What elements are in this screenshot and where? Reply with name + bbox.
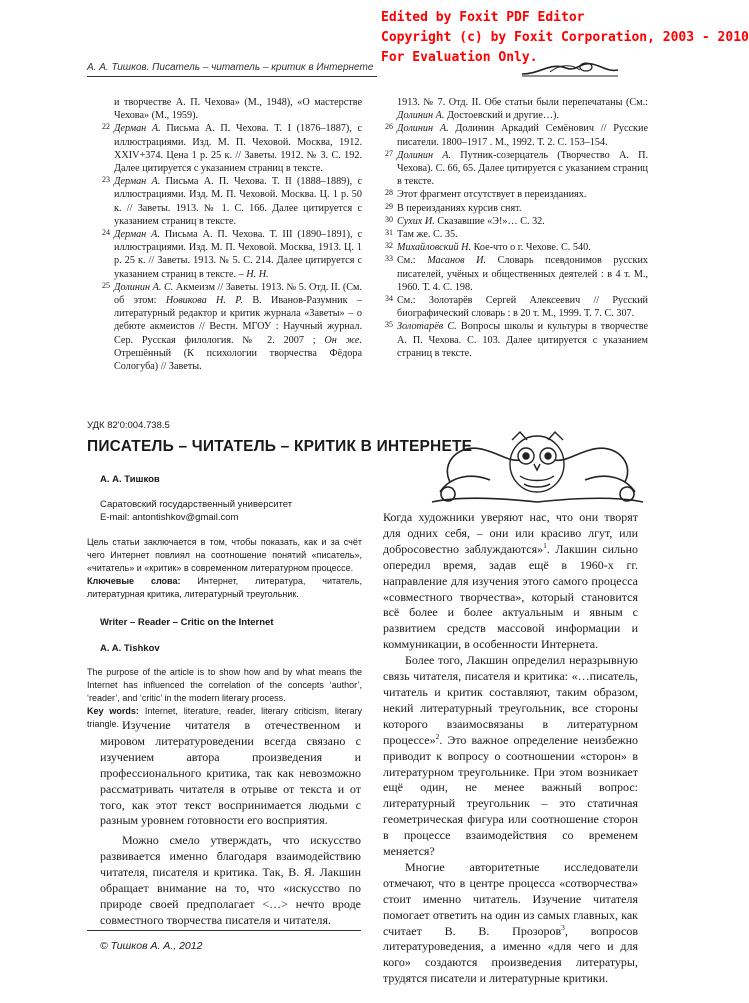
note-continuation: и творчестве А. П. Чехова» (М., 1948), «О мастерстве Чехова» (М., 1959). <box>114 97 362 122</box>
notes-right <box>383 96 648 360</box>
note-32: 32 Михайловский Н. Кое-что о г. Чехове. С. 540. <box>385 241 591 254</box>
watermark-text: Edited by Foxit PDF Editor Copyright (c) by Foxit Corporation, 2003 - 2010 For Evaluation Only. <box>381 10 749 65</box>
keywords-ru: Ключевые слова: Интернет, литература, читатель, литературная критика, литературный треугольник. <box>87 576 362 599</box>
article-title: ПИСАТЕЛЬ – ЧИТАТЕЛЬ – КРИТИК В ИНТЕРНЕТЕ <box>87 438 473 455</box>
note-35: 35 Золотарёв С. Вопросы школы и культуры в творчестве А. П. Чехова. С. 103. Далее цитируется с указанием страниц в тексте. <box>385 320 648 359</box>
note-33: 33 См.: Масанов И. Словарь псевдонимов русских писателей, учёных и общественных деятелей : в 4 т. М., 1960. Т. 4. С. 198. <box>385 254 648 293</box>
note-23: 23 Дерман А. Письма А. П. Чехова. Т. II (1888–1889), с иллюстрациями. Изд. М. П. Чеховой. Москва. Ц. 1 р. 50 к. // Заветы. 1913. № 1. С. 166. Далее цитируется с указанием страниц в тексте. <box>102 175 362 227</box>
abstract-en: The purpose of the article is to show how and by what means the Internet has influenced the correlation of the concepts ‘author’, ‘reader’, and ‘critic’ in the modern literary process. Key words: Internet, literature, reader, literary criticism, literary triangle. <box>87 667 363 729</box>
running-head: А. А. Тишков. Писатель – читатель – критик в Интернете <box>87 62 374 73</box>
note-26: 26 Долинин А. Долинин Аркадий Семёнович // Русские писатели. 1800–1917 . М., 1992. Т. 2. С. 153–154. <box>385 122 648 148</box>
paragraph: Изучение читателя в отечественном и мировом литературоведении всегда связано с изучением автора произведения и профессионального критика, так как невозможно рассматривать читателя в отрыве от текста и от того, как этот текст воспринимается людьми с разным уровнем готовности его восприятия. <box>100 718 361 828</box>
note-31: 31 Там же. С. 35. <box>385 228 458 241</box>
note-30: 30 Сухих И. Сказавшие «Э!»… С. 32. <box>385 214 545 227</box>
body-right-column <box>383 510 638 987</box>
article-author-en: A. A. Tishkov <box>100 643 160 654</box>
note-22: 22 Дерман А. Письма А. П. Чехова. Т. I (1876–1887), с иллюстрациями. Изд. М. П. Чеховой. Москва, 1912. XXIV+374. Цена 1 р. 25 к. // Заветы. 1912. № 3. С. 192. Далее цитируется с указанием страниц в тексте. <box>102 122 362 175</box>
paragraph: Можно смело утверждать, что искусство развивается именно благодаря взаимодействию читателя, писателя и критика. Так, В. Я. Лакшин обращает внимание на то, что «искусство по природе своей предполагает <…> нечто вроде совместного творчества писателя и читателя. <box>100 833 361 927</box>
paragraph: Когда художники уверяют нас, что они творят для одних себя, – они или красиво лгут, или добросовестно заблуждаются»$^1$. Лакшин сильно опередил время, задав ещё в 1960-х гг. направление для изучения этого самого процесса «совместного творчества», который становится всё более и более актуальным и явным с развитием средств массовой информации и коммуникации, в особенности Интернета. <box>383 510 638 652</box>
body-left-column <box>100 718 361 929</box>
affiliation <box>100 498 292 524</box>
note-29: 29 В переизданиях курсив снят. <box>385 201 522 214</box>
notes-left <box>100 96 362 373</box>
paragraph: Более того, Лакшин определил неразрывную связь читателя, писателя и критика: «…писатель, читатель и критик составляют, таким образом, некий литературный треугольник, все стороны которого взаимосвязаны в литературном процессе»$^2$. Это важное определение неизбежно приводит к вопросу о соотношении «сторон» в литературном треугольнике. При этом возникает ещё один, не менее важный вопрос: литературный треугольник – это статичная геометрическая фигура или соотношение сторон в процессе взаимодействия со временем меняется? <box>383 653 638 859</box>
note-28: 28 Этот фрагмент отсутствует в переизданиях. <box>385 188 587 201</box>
owl-ornament <box>430 432 645 507</box>
note-continuation-right: 1913. № 7. Отд. II. Обе статьи были перепечатаны (См.: Долинин А. Достоевский и другие…). <box>397 97 648 122</box>
copyright-notice: © Тишков А. А., 2012 <box>100 940 203 952</box>
note-34: 34 См.: Золотарёв Сергей Алексеевич // Русский биографический словарь : в 20 т. М., 1999. Т. 7. С. 307. <box>385 294 648 320</box>
udk-code: УДК 82'0:004.738.5 <box>87 420 170 431</box>
footer-rule <box>87 930 361 931</box>
note-24: 24 Дерман А. Письма А. П. Чехова. Т. III (1890–1891), с иллюстрациями. Изд. М. П. Чеховой. Москва, 1913. Ц. 1 р. 25 к. // Заветы. 1913. № 5. С. 214. Далее цитируется с указанием страниц в тексте. – Н. Н. <box>102 228 363 280</box>
keywords-en: Key words: Internet, literature, reader, literary criticism, literary triangle. <box>87 706 363 729</box>
note-27: 27 Долинин А. Путник-созерцатель (Творчество А. П. Чехова). С. 66, 65. Далее цитируется с указанием страниц в тексте. <box>385 148 648 188</box>
paragraph: Многие авторитетные исследователи отмечают, что в центре процесса «сотворчества» стоит именно читатель. Изучение читателя помогает ответить на один из самых главных, как считает В. В. Прозоров$^3$, вопросов литературоведения, а именно «для чего и для кого» создаются произведения литературы, трудятся писатели и литературные критики. <box>383 859 638 986</box>
abstract-ru: Цель статьи заключается в том, чтобы показать, как и за счёт чего Интернет повлиял на соотношение понятий «писатель», «читатель» и «критик» в современном литературном процессе. Ключевые слова: Интернет, литература, читатель, литературная критика, литературный треугольник. <box>87 537 362 599</box>
running-head-rule <box>87 76 377 77</box>
article-author: А. А. Тишков <box>100 474 160 485</box>
article-title-en: Writer – Reader – Critic on the Internet <box>100 617 274 628</box>
running-head-ornament <box>520 58 620 78</box>
note-25: 25 Долинин А. С. Акмеизм // Заветы. 1913. № 5. Отд. II. (См. об этом: Новикова Н. Р. В. Иванов-Разумник – литературный редактор и критик журнала «Заветы» – о дебюте акмеистов // Вестн. МГОУ : Научный журнал. Сер. Русская филология. № 2. 2007 ; Он же. Отрешённый (К психологии творчества Фёдора Сологуба) // Заветы. <box>102 280 363 373</box>
author-email: E-mail: antontishkov@gmail.com <box>100 512 239 523</box>
affiliation-name: Саратовский государственный университет <box>100 499 293 510</box>
